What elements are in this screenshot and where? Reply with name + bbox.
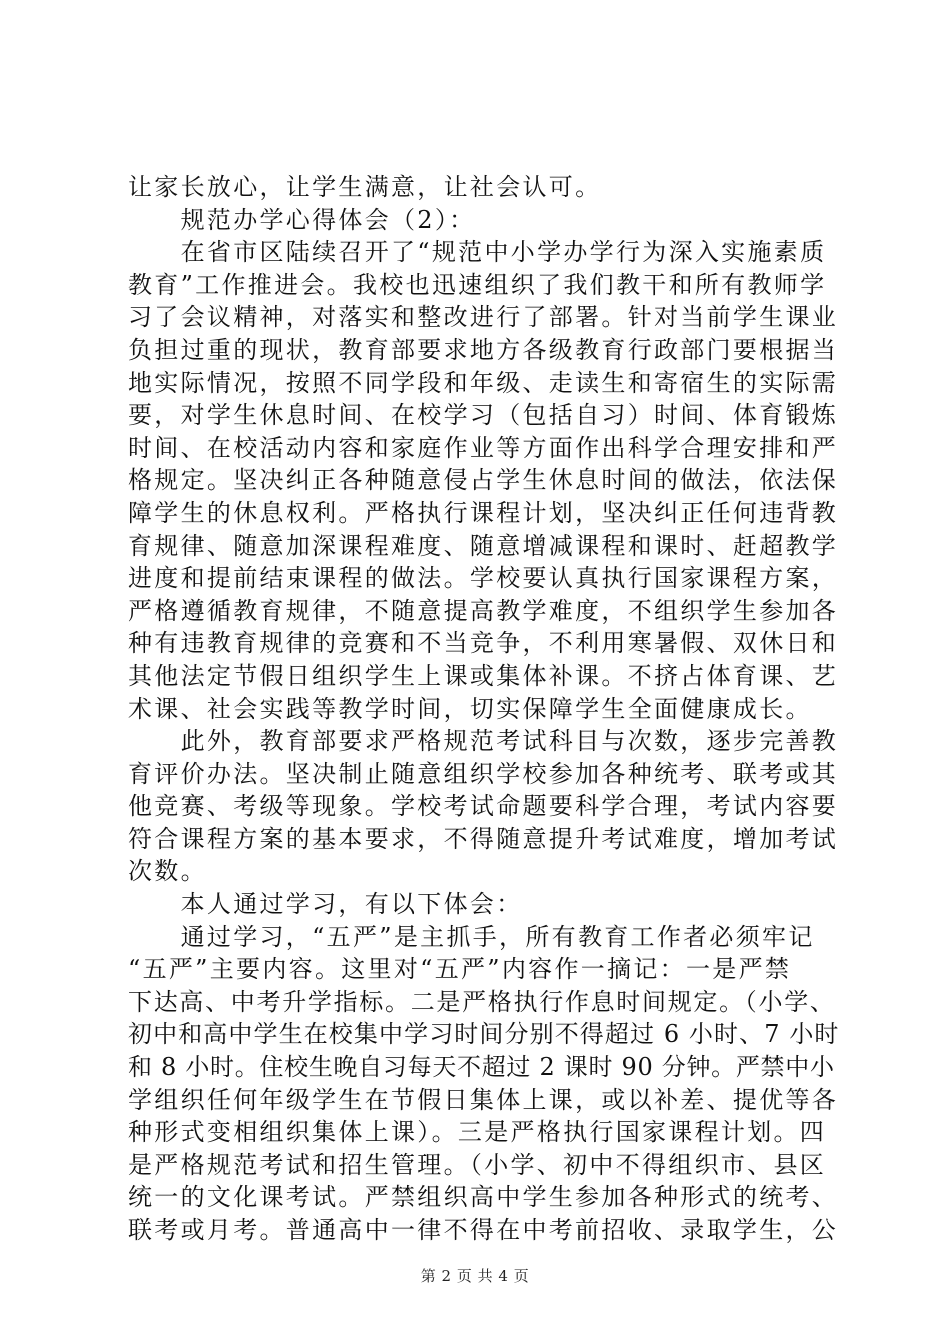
page-footer: 第 2 页 共 4 页 (420, 1267, 530, 1285)
text-line: 和 8 小时。住校生晚自习每天不超过 2 课时 90 分钟。严禁中小 (128, 1053, 835, 1082)
text-line: 他竞赛、考级等现象。学校考试命题要科学合理，考试内容要 (128, 792, 839, 821)
text-line: 严格遵循教育规律，不随意提高教学难度，不组织学生参加各 (128, 596, 839, 625)
text-line: 下达高、中考升学指标。二是严格执行作息时间规定。（小学、 (128, 987, 836, 1016)
text-line: 障学生的休息权利。严格执行课程计划，坚决纠正任何违背教 (128, 498, 839, 527)
text-line: 格规定。坚决纠正各种随意侵占学生休息时间的做法，依法保 (128, 466, 839, 495)
text-line: “五严”主要内容。这里对“五严”内容作一摘记：一是严禁 (128, 955, 792, 984)
text-line: 本人通过学习，有以下体会： (128, 890, 523, 919)
text-line: 统一的文化课考试。严禁组织高中学生参加各种形式的统考、 (128, 1183, 839, 1212)
text-line: 种有违教育规律的竞赛和不当竞争，不利用寒暑假、双休日和 (128, 629, 839, 658)
text-line: 联考或月考。普通高中一律不得在中考前招收、录取学生，公 (128, 1216, 839, 1244)
text-line: 时间、在校活动内容和家庭作业等方面作出科学合理安排和严 (128, 433, 839, 462)
text-line: 术课、社会实践等教学时间，切实保障学生全面健康成长。 (128, 694, 812, 723)
text-line: 育规律、随意加深课程难度、随意增减课程和课时、赶超教学 (128, 531, 839, 560)
text-line: 学组织任何年级学生在节假日集体上课，或以补差、提优等各 (128, 1085, 839, 1114)
body-text (128, 171, 840, 1247)
text-line: 此外，教育部要求严格规范考试科目与次数，逐步完善教 (128, 727, 839, 756)
text-line: 让家长放心，让学生满意，让社会认可。 (128, 173, 602, 201)
text-line: 要，对学生休息时间、在校学习（包括自习）时间、体育锻炼 (128, 401, 839, 430)
text-line: 其他法定节假日组织学生上课或集体补课。不挤占体育课、艺 (128, 661, 839, 690)
text-line: 地实际情况，按照不同学段和年级、走读生和寄宿生的实际需 (128, 368, 839, 397)
text-line: 次数。 (128, 857, 207, 886)
text-line: 育评价办法。坚决制止随意组织学校参加各种统考、联考或其 (128, 759, 839, 788)
text-line: 规范办学心得体会（2）： (128, 205, 476, 234)
text-line: 种形式变相组织集体上课）。三是严格执行国家课程计划。四 (128, 1118, 827, 1147)
text-line: 进度和提前结束课程的做法。学校要认真执行国家课程方案， (128, 564, 839, 593)
text-line: 通过学习，“五严”是主抓手，所有教育工作者必须牢记 (128, 922, 815, 951)
text-line: 负担过重的现状，教育部要求地方各级教育行政部门要根据当 (128, 335, 839, 364)
text-line: 习了会议精神，对落实和整改进行了部署。针对当前学生课业 (128, 303, 839, 332)
text-line: 在省市区陆续召开了“规范中小学办学行为深入实施素质 (128, 238, 827, 267)
text-line: 初中和高中学生在校集中学习时间分别不得超过 6 小时、7 小时 (128, 1020, 840, 1049)
text-line: 符合课程方案的基本要求，不得随意提升考试难度，增加考试 (128, 824, 839, 853)
text-line: 教育”工作推进会。我校也迅速组织了我们教干和所有教师学 (128, 270, 827, 299)
text-line: 是严格规范考试和招生管理。（小学、初中不得组织市、县区 (128, 1150, 827, 1179)
